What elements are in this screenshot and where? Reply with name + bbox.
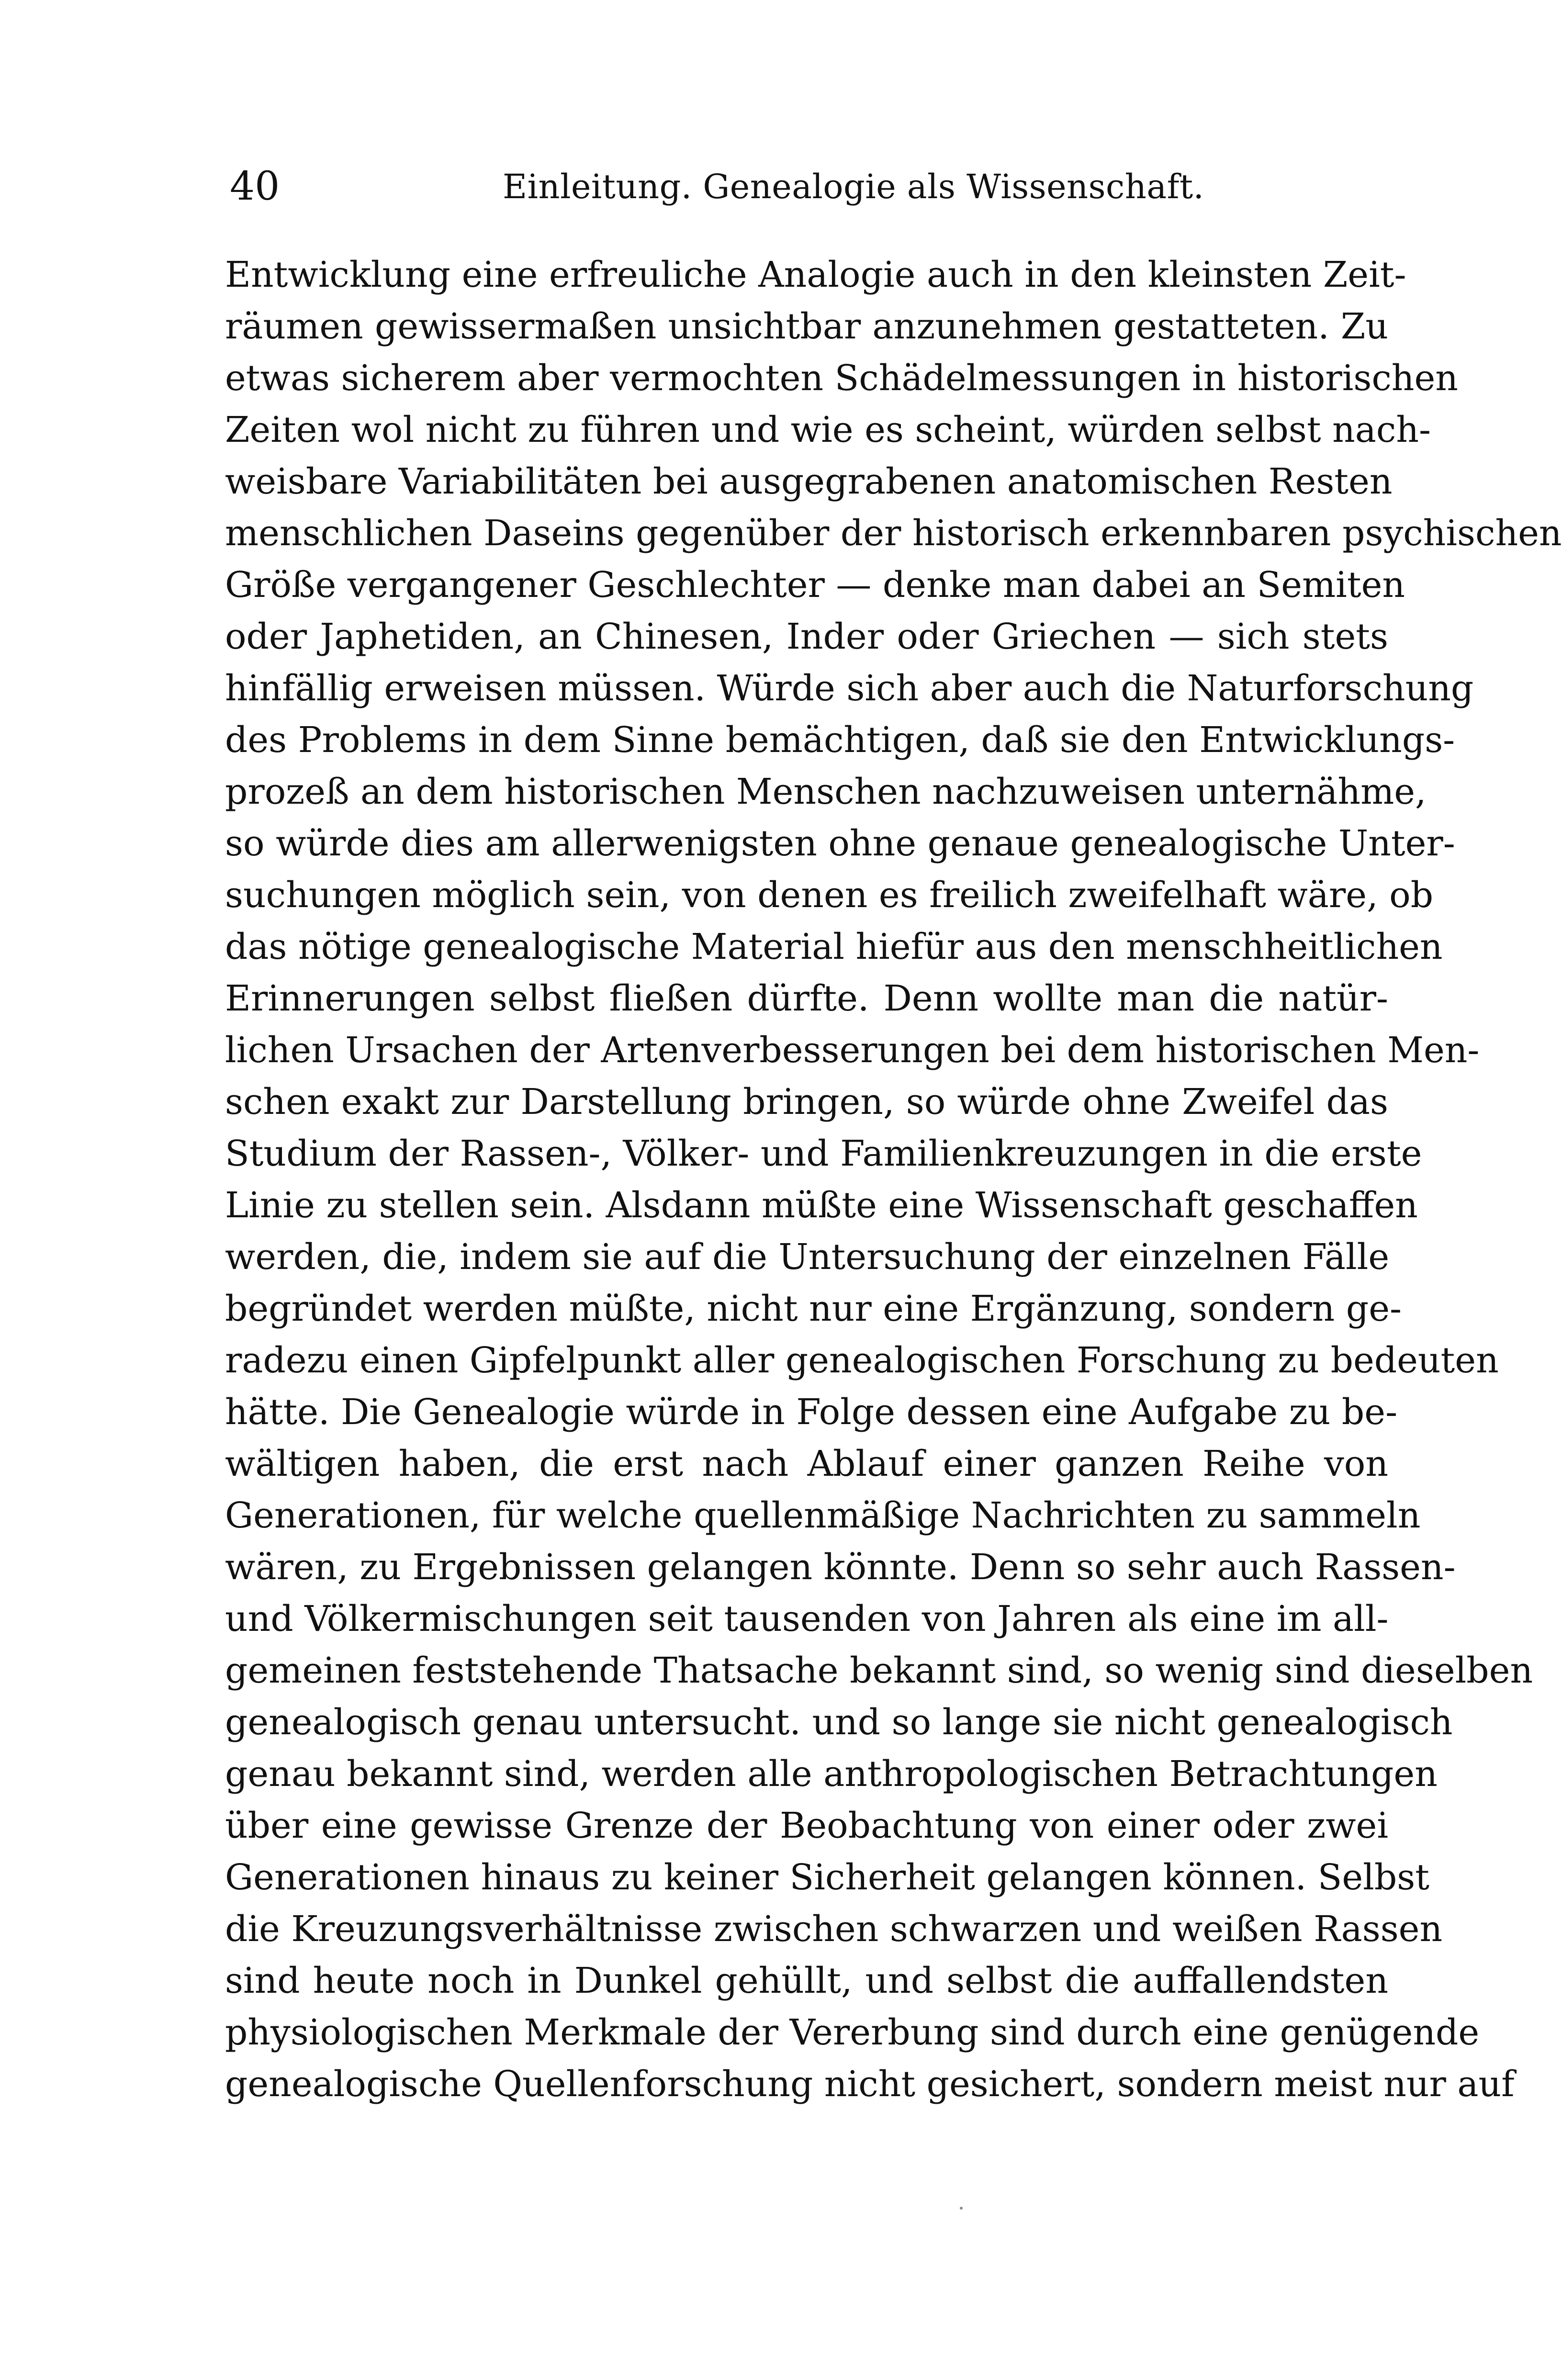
text-line: wältigen haben, die erst nach Ablauf einer ganzen Reihe von xyxy=(225,1443,1388,1484)
text-line: genealogisch genau untersucht. und so lange sie nicht genealogisch xyxy=(225,1702,1453,1743)
text-line: wären, zu Ergebnissen gelangen könnte. Denn so sehr auch Rassen- xyxy=(225,1547,1456,1588)
text-line: gemeinen feststehende Thatsache bekannt sind, so wenig sind dieselben xyxy=(225,1650,1533,1691)
text-line: Generationen, für welche quellenmäßige Nachrichten zu sammeln xyxy=(225,1495,1421,1536)
scan-speck xyxy=(960,2207,963,2210)
text-line: des Problems in dem Sinne bemächtigen, daß sie den Entwicklungs- xyxy=(225,719,1455,761)
text-line: die Kreuzungsverhältnisse zwischen schwarzen und weißen Rassen xyxy=(225,1908,1443,1950)
text-line: und Völkermischungen seit tausenden von Jahren als eine im all- xyxy=(225,1598,1389,1639)
text-line: das nötige genealogische Material hiefür aus den menschheitlichen xyxy=(225,926,1443,967)
text-line: prozeß an dem historischen Menschen nachzuweisen unternähme, xyxy=(225,771,1427,812)
body-text xyxy=(225,249,1562,2144)
text-line: so würde dies am allerwenigsten ohne genaue genealogische Unter- xyxy=(225,823,1455,864)
text-line: menschlichen Daseins gegenüber der historisch erkennbaren psychischen xyxy=(225,513,1562,554)
text-line: Entwicklung eine erfreuliche Analogie auch in den kleinsten Zeit- xyxy=(225,254,1406,295)
text-line: radezu einen Gipfelpunkt aller genealogischen Forschung zu bedeuten xyxy=(225,1340,1499,1381)
page-number: 40 xyxy=(230,164,280,209)
text-line: räumen gewissermaßen unsichtbar anzunehmen gestatteten. Zu xyxy=(225,306,1388,347)
text-line: Zeiten wol nicht zu führen und wie es scheint, würden selbst nach- xyxy=(225,409,1431,450)
text-line: hinfällig erweisen müssen. Würde sich aber auch die Naturforschung xyxy=(225,668,1474,709)
text-line: über eine gewisse Grenze der Beobachtung von einer oder zwei xyxy=(225,1805,1388,1846)
running-head: Einleitung. Genealogie als Wissenschaft. xyxy=(503,167,1204,206)
text-line: genau bekannt sind, werden alle anthropologischen Betrachtungen xyxy=(225,1753,1438,1795)
text-line: schen exakt zur Darstellung bringen, so würde ohne Zweifel das xyxy=(225,1081,1388,1123)
text-line: physiologischen Merkmale der Vererbung sind durch eine genügende xyxy=(225,2012,1480,2053)
text-line: suchungen möglich sein, von denen es freilich zweifelhaft wäre, ob xyxy=(225,875,1434,916)
text-line: etwas sicherem aber vermochten Schädelmessungen in historischen xyxy=(225,358,1458,399)
text-line: Größe vergangener Geschlechter — denke man dabei an Semiten xyxy=(225,564,1405,606)
text-line: werden, die, indem sie auf die Untersuchung der einzelnen Fälle xyxy=(225,1236,1390,1278)
page-header xyxy=(230,153,1388,220)
text-line: weisbare Variabilitäten bei ausgegrabenen anatomischen Resten xyxy=(225,461,1393,502)
text-line: Generationen hinaus zu keiner Sicherheit gelangen können. Selbst xyxy=(225,1857,1429,1898)
text-line: sind heute noch in Dunkel gehüllt, und selbst die auffallendsten xyxy=(225,1960,1388,2001)
text-line: Erinnerungen selbst fließen dürfte. Denn wollte man die natür- xyxy=(225,978,1388,1019)
text-line: begründet werden müßte, nicht nur eine Ergänzung, sondern ge- xyxy=(225,1288,1402,1329)
text-line: oder Japhetiden, an Chinesen, Inder oder Griechen — sich stets xyxy=(225,616,1388,657)
text-line: lichen Ursachen der Artenverbesserungen bei dem historischen Men- xyxy=(225,1030,1480,1071)
text-line: hätte. Die Genealogie würde in Folge dessen eine Aufgabe zu be- xyxy=(225,1392,1398,1433)
text-line: genealogische Quellenforschung nicht gesichert, sondern meist nur auf xyxy=(225,2064,1515,2105)
text-line: Studium der Rassen-, Völker- und Familienkreuzungen in die erste xyxy=(225,1133,1422,1174)
text-line: Linie zu stellen sein. Alsdann müßte eine Wissenschaft geschaffen xyxy=(225,1185,1418,1226)
